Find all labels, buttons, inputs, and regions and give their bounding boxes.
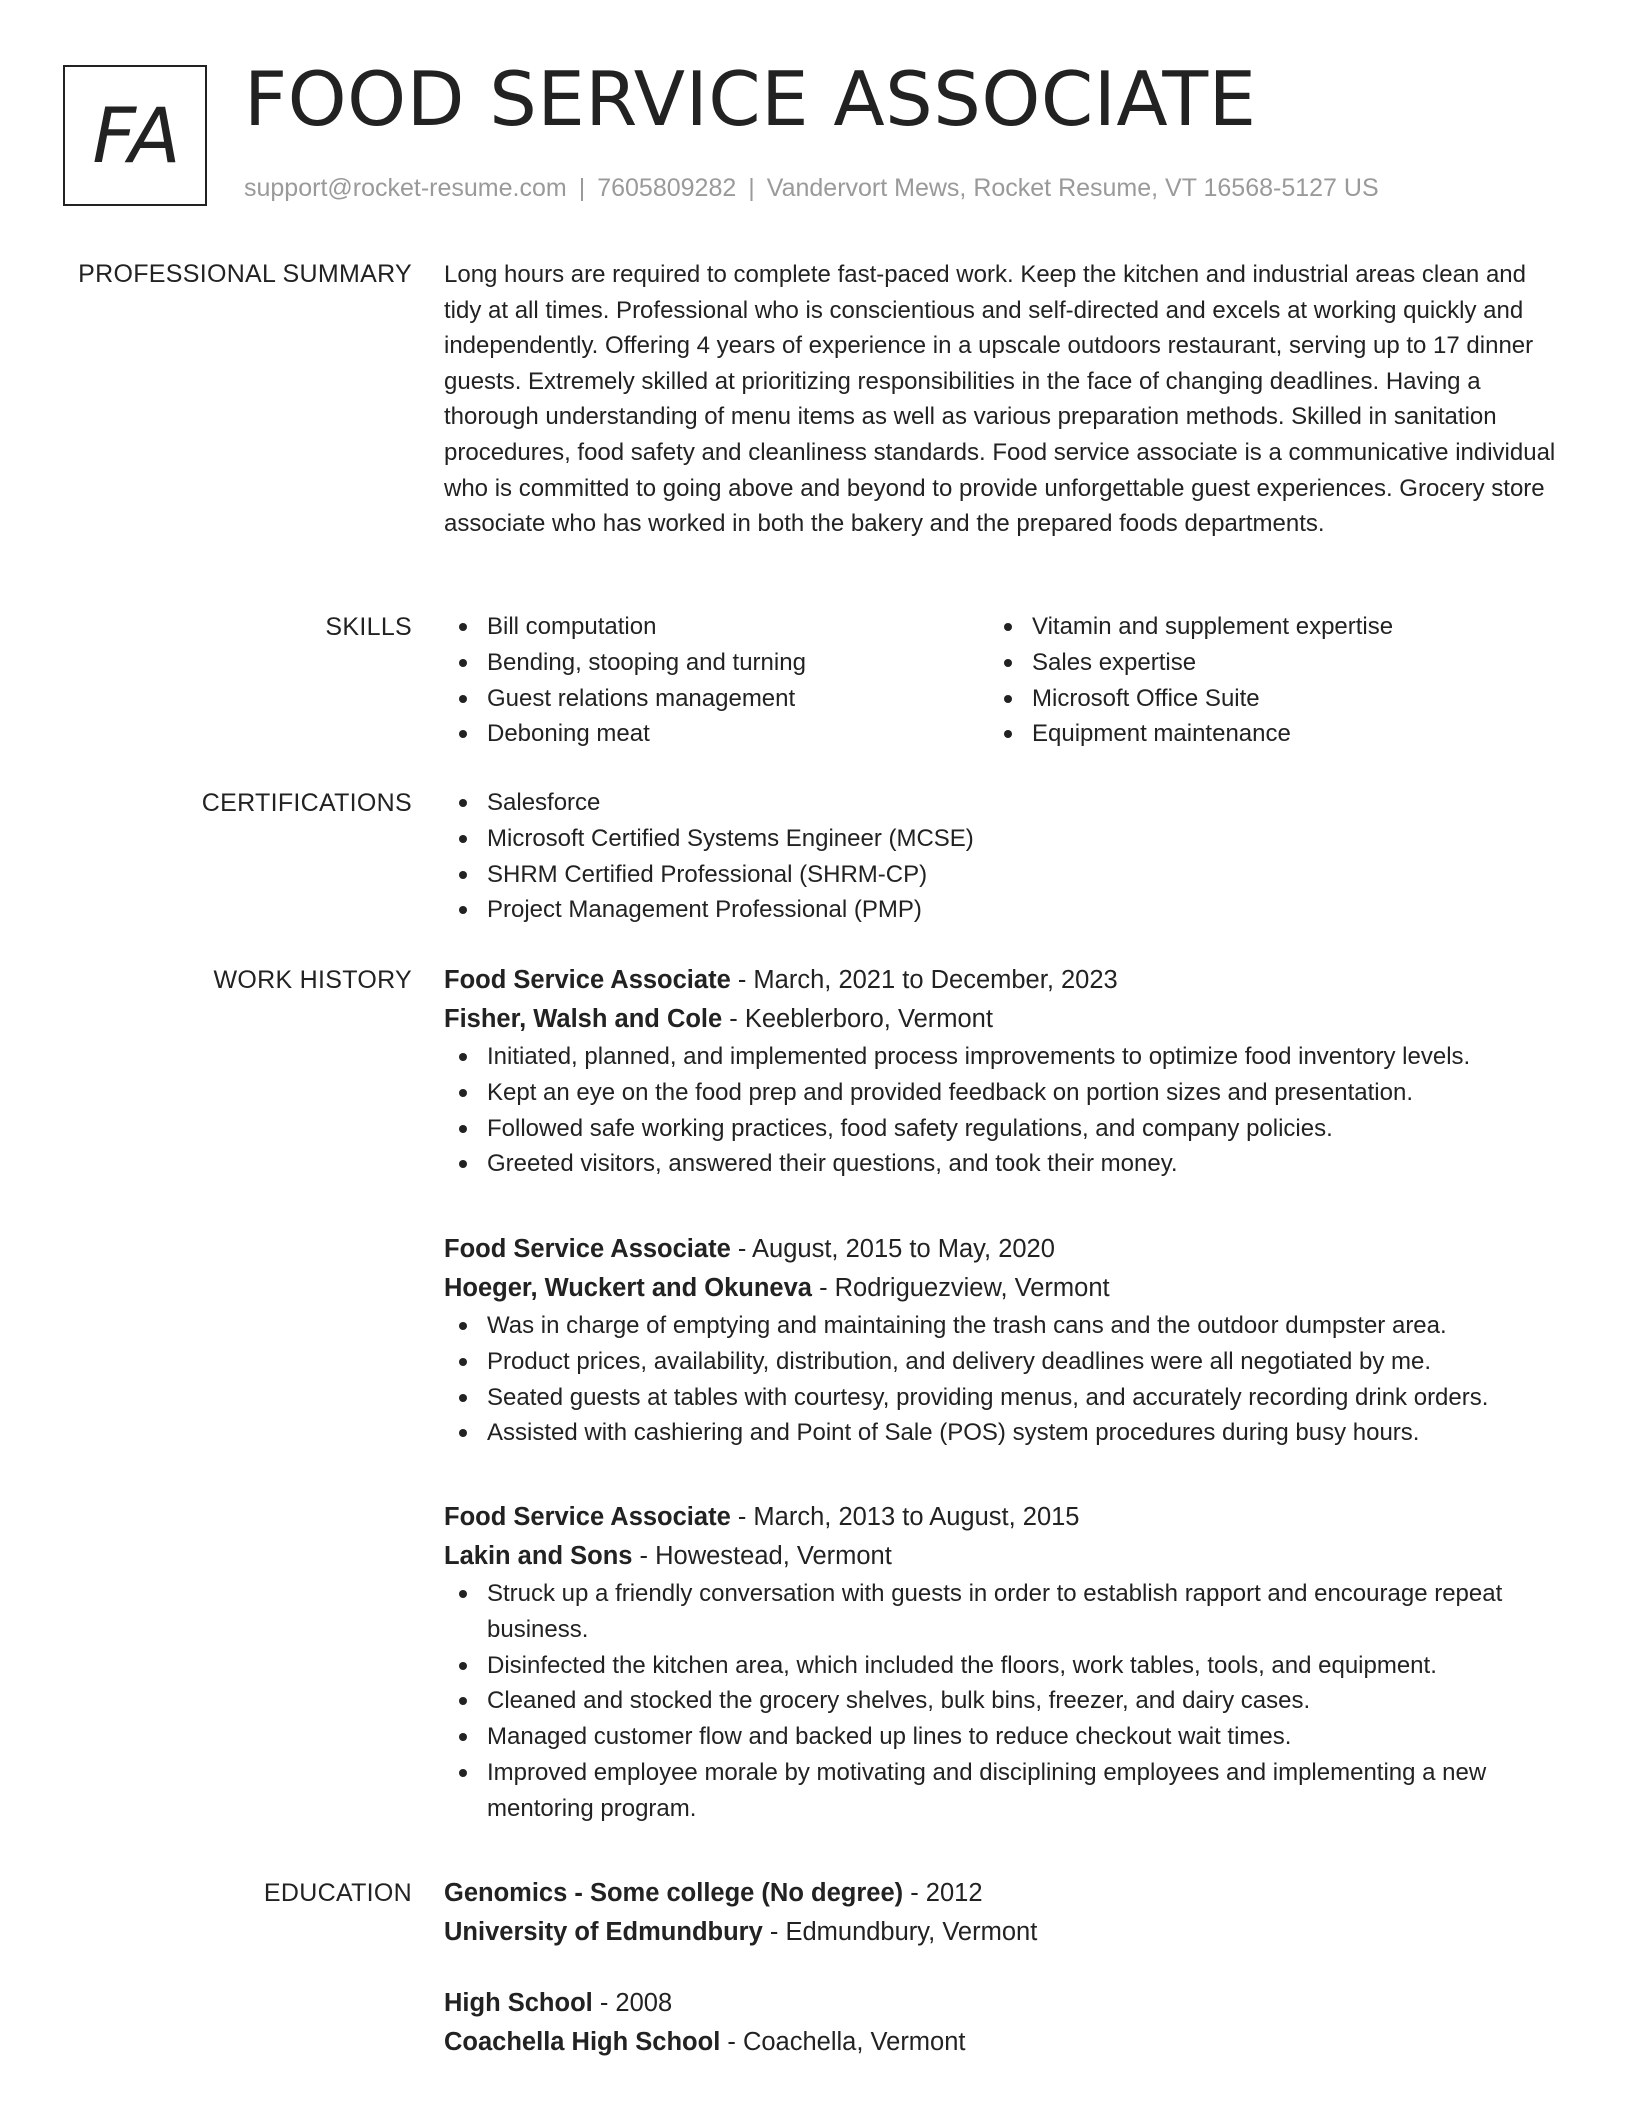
contact-separator: | — [578, 174, 586, 202]
certification-item: Microsoft Certified Systems Engineer (MCSE) — [444, 821, 1560, 857]
section-label-work-history: WORK HISTORY — [213, 966, 412, 994]
section-label-certifications: CERTIFICATIONS — [201, 789, 412, 817]
job-duty-item: Followed safe working practices, food safety regulations, and company policies. — [444, 1111, 1560, 1147]
job-title-line — [444, 961, 1560, 1000]
job-company: Lakin and Sons — [444, 1542, 633, 1570]
certification-item: Salesforce — [444, 785, 1560, 821]
section-label-skills: SKILLS — [325, 613, 412, 641]
section-label-education: EDUCATION — [263, 1879, 412, 1907]
skill-item: Vitamin and supplement expertise — [989, 609, 1534, 645]
job-duty-item: Product prices, availability, distribution, and delivery deadlines were all negotiated by me. — [444, 1344, 1560, 1380]
certifications-section — [444, 785, 1560, 928]
job-dates: - March, 2013 to August, 2015 — [730, 1503, 1080, 1531]
education-school: University of Edmundbury — [444, 1918, 763, 1946]
job-entry — [444, 1230, 1560, 1451]
contact-separator: | — [748, 174, 755, 202]
education-degree-line — [444, 1984, 1560, 2023]
education-entry — [444, 1984, 1560, 2062]
summary-text: Long hours are required to complete fast-paced work. Keep the kitchen and industrial areas clean and tidy at all times. Professional who is conscientious and self-directed and excels at working quickly and independently. Offering 4 years of experience in a upscale outdoors restaurant, serving up to 17 dinner guests. Extremely skilled at prioritizing responsibilities in the face of changing deadlines. Having a thorough understanding of menu items as well as various preparation methods. Skilled in sanitation procedures, food safety and cleanliness standards. Food service associate is a communicative individual who is committed to going above and beyond to provide unforgettable guest experiences. Grocery store associate who has worked in both the bakery and the prepared foods departments. — [444, 261, 1556, 538]
job-duty-item: Seated guests at tables with courtesy, providing menus, and accurately recording drink orders. — [444, 1380, 1560, 1416]
job-duty-item: Struck up a friendly conversation with guests in order to establish rapport and encourage repeat business. — [444, 1576, 1560, 1648]
job-title-line — [444, 1498, 1560, 1537]
job-duty-item: Managed customer flow and backed up lines to reduce checkout wait times. — [444, 1719, 1560, 1755]
job-duty-item: Greeted visitors, answered their questions, and took their money. — [444, 1146, 1560, 1182]
skill-item: Sales expertise — [989, 645, 1534, 681]
skill-item: Bending, stooping and turning — [444, 645, 989, 681]
job-entry — [444, 961, 1560, 1182]
resume-title: FOOD SERVICE ASSOCIATE — [244, 55, 1257, 143]
job-title: Food Service Associate — [444, 1235, 731, 1263]
job-duty-item: Disinfected the kitchen area, which included the floors, work tables, tools, and equipment. — [444, 1648, 1560, 1684]
contact-line — [244, 174, 1379, 203]
job-location: - Rodriguezview, Vermont — [811, 1274, 1110, 1302]
job-company-line — [444, 1000, 1560, 1039]
skill-item: Guest relations management — [444, 681, 989, 717]
education-location: - Edmundbury, Vermont — [762, 1918, 1038, 1946]
education-year: - 2012 — [903, 1879, 983, 1907]
job-title-line — [444, 1230, 1560, 1269]
education-degree: High School — [444, 1989, 593, 2017]
certifications-list — [444, 785, 1560, 928]
certification-item: SHRM Certified Professional (SHRM-CP) — [444, 857, 1560, 893]
job-title: Food Service Associate — [444, 1503, 731, 1531]
education-year: - 2008 — [592, 1989, 673, 2017]
job-title: Food Service Associate — [444, 966, 731, 994]
education-degree-line — [444, 1874, 1560, 1913]
education-school-line — [444, 1913, 1560, 1952]
skills-list-right — [989, 609, 1534, 752]
education-degree: Genomics - Some college (No degree) — [444, 1879, 904, 1907]
contact-phone[interactable]: 7605809282 — [597, 174, 737, 202]
job-dates: - August, 2015 to May, 2020 — [730, 1235, 1055, 1263]
job-company-line — [444, 1269, 1560, 1308]
contact-address: Vandervort Mews, Rocket Resume, VT 16568-5127 US — [766, 174, 1379, 202]
skill-item: Deboning meat — [444, 716, 989, 752]
education-school: Coachella High School — [444, 2028, 721, 2056]
skills-section — [444, 609, 1560, 752]
monogram-logo: FA — [63, 65, 207, 206]
certification-item: Project Management Professional (PMP) — [444, 892, 1560, 928]
summary-section — [444, 257, 1560, 542]
education-entry — [444, 1874, 1560, 1952]
skill-item: Microsoft Office Suite — [989, 681, 1534, 717]
education-location: - Coachella, Vermont — [720, 2028, 966, 2056]
contact-email[interactable]: support@rocket-resume.com — [244, 174, 567, 202]
job-company-line — [444, 1537, 1560, 1576]
job-location: - Howestead, Vermont — [632, 1542, 892, 1570]
job-duty-item: Initiated, planned, and implemented process improvements to optimize food inventory levels. — [444, 1039, 1560, 1075]
skill-item: Bill computation — [444, 609, 989, 645]
skills-list-left — [444, 609, 989, 752]
job-company: Hoeger, Wuckert and Okuneva — [444, 1274, 812, 1302]
section-label-summary: PROFESSIONAL SUMMARY — [78, 260, 412, 288]
job-duty-item: Kept an eye on the food prep and provided feedback on portion sizes and presentation. — [444, 1075, 1560, 1111]
job-duties-list — [444, 1039, 1560, 1182]
skill-item: Equipment maintenance — [989, 716, 1534, 752]
job-duty-item: Assisted with cashiering and Point of Sale (POS) system procedures during busy hours. — [444, 1415, 1560, 1451]
job-duty-item: Cleaned and stocked the grocery shelves, bulk bins, freezer, and dairy cases. — [444, 1683, 1560, 1719]
job-duty-item: Improved employee morale by motivating and disciplining employees and implementing a new mentoring program. — [444, 1755, 1560, 1827]
job-company: Fisher, Walsh and Cole — [444, 1005, 723, 1033]
education-school-line — [444, 2023, 1560, 2062]
job-duties-list — [444, 1308, 1560, 1451]
job-dates: - March, 2021 to December, 2023 — [730, 966, 1118, 994]
job-entry — [444, 1498, 1560, 1827]
job-duties-list — [444, 1576, 1560, 1827]
job-location: - Keeblerboro, Vermont — [722, 1005, 993, 1033]
job-duty-item: Was in charge of emptying and maintaining the trash cans and the outdoor dumpster area. — [444, 1308, 1560, 1344]
